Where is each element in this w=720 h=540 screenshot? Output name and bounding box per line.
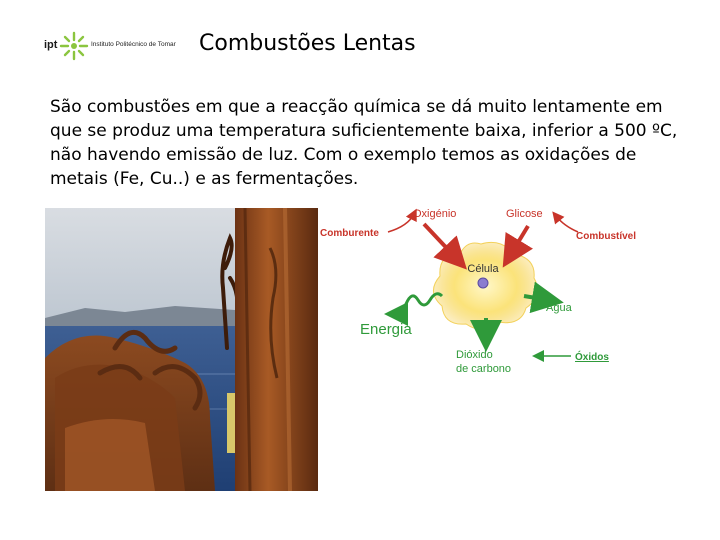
logo-institution-name: Instituto Politécnico de Tomar <box>91 41 176 48</box>
arrow-combustivel <box>556 216 578 232</box>
rusty-metal-photo <box>45 208 318 491</box>
body-line: não havendo emissão de luz. Com o exemplo temos as oxidações de <box>50 145 637 165</box>
label-celula: Célula <box>467 263 499 275</box>
ipt-star-icon <box>59 31 89 61</box>
label-oxigenio: Oxigénio <box>413 208 457 220</box>
label-energia: Energia <box>360 321 412 338</box>
slow-combustion-diagram <box>316 196 646 386</box>
label-dioxido-1: Dióxido <box>456 349 493 361</box>
arrow-glicose <box>511 226 528 254</box>
label-combustivel: Combustível <box>576 231 637 242</box>
body-line: que se produz uma temperatura suficientemente baixa, inferior a 500 ºC, <box>50 121 678 141</box>
ipt-logo <box>40 28 195 64</box>
page-title: Combustões Lentas <box>199 31 416 56</box>
body-paragraph <box>50 95 678 191</box>
label-agua: Água <box>546 302 572 314</box>
slide-header <box>40 26 680 66</box>
arrow-oxigenio <box>424 224 456 258</box>
body-line: metais (Fe, Cu..) e as fermentações. <box>50 169 359 189</box>
arrow-comburente <box>388 214 414 232</box>
cell-nucleus <box>478 278 488 288</box>
label-oxidos: Óxidos <box>575 352 609 363</box>
label-glicose: Glicose <box>506 208 543 220</box>
label-comburente: Comburente <box>320 228 379 239</box>
logo-ipt-text: ipt <box>44 39 58 51</box>
label-dioxido-2: de carbono <box>456 363 512 375</box>
body-line: São combustões em que a reacção química se dá muito lentamente em <box>50 97 663 117</box>
